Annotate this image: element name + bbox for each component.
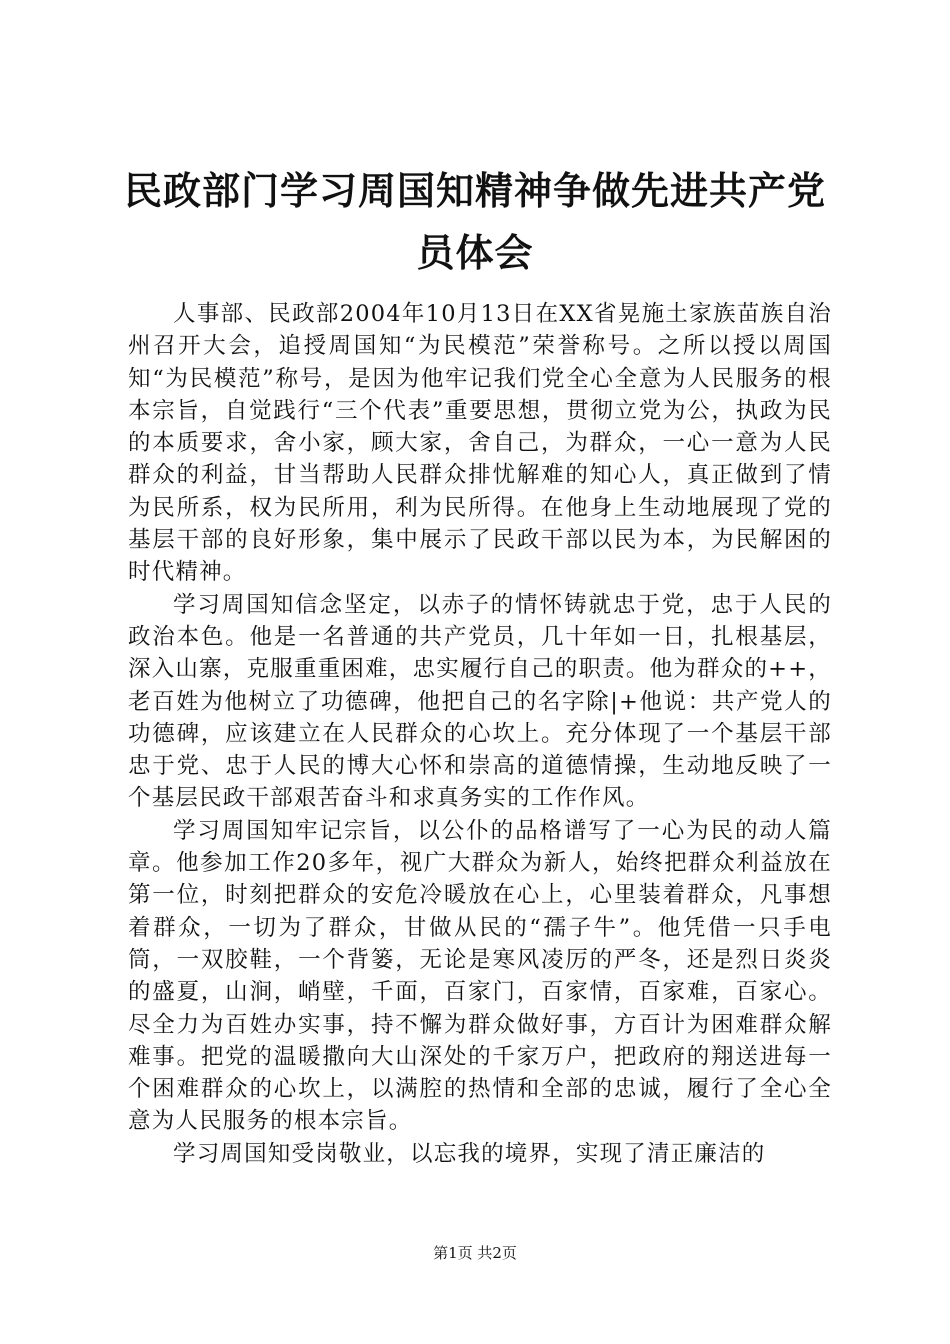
document-body xyxy=(128,298,832,1170)
paragraph-3: 学习周国知牢记宗旨，以公仆的品格谱写了一心为民的动人篇章。他参加工作20多年，视广大群众为新人，始终把群众利益放在第一位，时刻把群众的安危冷暖放在心上，心里装着群众，凡事想着群众，一切为了群众，甘做从民的“孺子牛”。他凭借一只手电筒，一双胶鞋，一个背篓，无论是寒风凌厉的严冬，还是烈日炎炎的盛夏，山涧，峭壁，千面，百家门，百家情，百家难，百家心。尽全力为百姓办实事，持不懈为群众做好事，方百计为困难群众解难事。把党的温暖撒向大山深处的千家万户，把政府的翔送进每一个困难群众的心坎上，以满腔的热情和全部的忠诚，履行了全心全意为人民服务的根本宗旨。 xyxy=(128,817,832,1135)
page-footer: 第1页 共2页 xyxy=(433,1244,517,1262)
paragraph-4: 学习周国知受岗敬业，以忘我的境界，实现了清正廉洁的 xyxy=(173,1140,766,1167)
paragraph-1: 人事部、民政部2004年10月13日在XX省晃施土家族苗族自治州召开大会，追授周国知“为民模范”荣誉称号。之所以授以周国知“为民模范”称号，是因为他牢记我们党全心全意为人民服务的根本宗旨，自觉践行“三个代表”重要思想，贯彻立党为公，执政为民的本质要求，舍小家，顾大家，舍自己，为群众，一心一意为人民群众的利益，甘当帮助人民群众排忧解难的知心人，真正做到了情为民所系，权为民所用，利为民所得。在他身上生动地展现了党的基层干部的良好形象，集中展示了民政干部以民为本，为民解困的时代精神。 xyxy=(128,301,832,586)
document-title: 民政部门学习周国知精神争做先进共产党员体会 xyxy=(123,168,826,275)
paragraph-2: 学习周国知信念坚定，以赤子的情怀铸就忠于党，忠于人民的政治本色。他是一名普通的共产党员，几十年如一日，扎根基层，深入山寨，克服重重困难，忠实履行自己的职责。他为群众的++，老百姓为他树立了功德碑，他把自己的名字除|+他说：共产党人的功德碑，应该建立在人民群众的心坎上。充分体现了一个基层干部忠于党、忠于人民的博大心怀和崇高的道德情操，生动地反映了一个基层民政干部艰苦奋斗和求真务实的工作作风。 xyxy=(128,591,832,812)
